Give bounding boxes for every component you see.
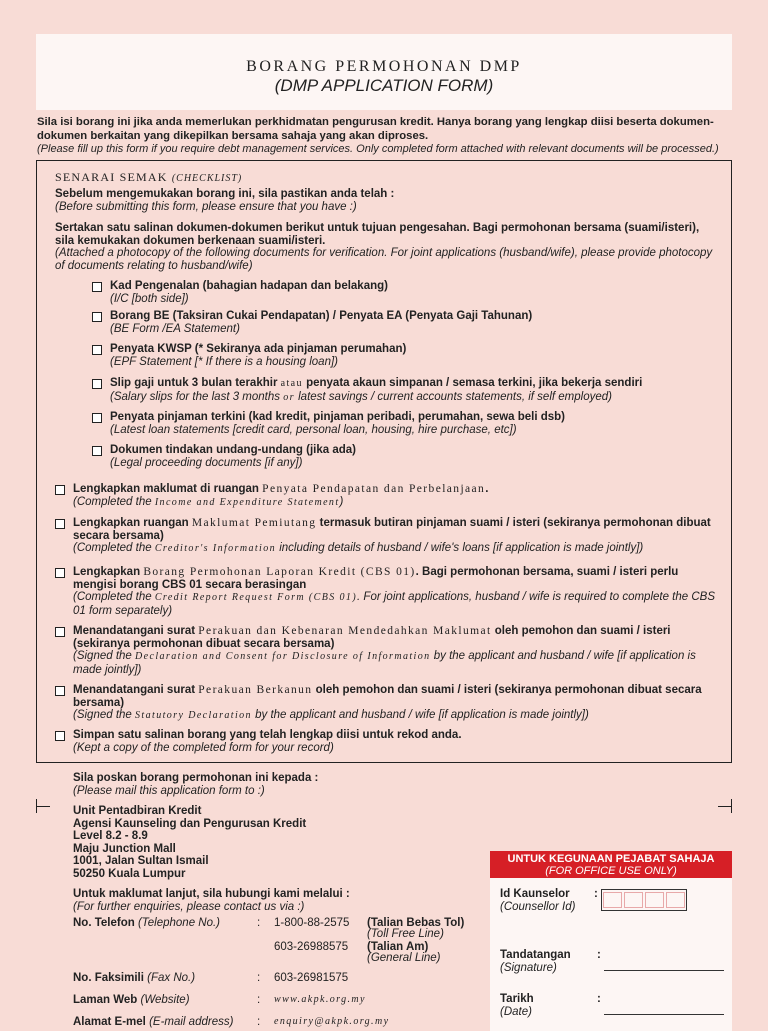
crop-mark-left bbox=[36, 806, 50, 807]
checklist-item-salary-slips: Slip gaji untuk 3 bulan terakhir atau penyata akaun simpanan / semasa terkini, jika bekerja sendiri (Salary slips for the last 3 months or latest savings / current accounts statements, if self employed) bbox=[110, 377, 643, 403]
task-keep-copy: Simpan satu salinan borang yang telah lengkap diisi untuk rekod anda. (Kept a copy of the completed form for your record) bbox=[73, 729, 462, 754]
telephone-tollfree[interactable]: 1-800-88-2575 bbox=[274, 917, 350, 929]
counsellor-id-field[interactable] bbox=[601, 889, 687, 911]
checklist-section bbox=[36, 160, 732, 763]
crop-mark-left-v bbox=[36, 799, 37, 813]
form-title: BORANG PERMOHONAN DMP bbox=[246, 58, 522, 75]
address-line: Agensi Kaunseling dan Pengurusan Kredit bbox=[73, 817, 307, 830]
checkbox-keep-copy[interactable] bbox=[55, 731, 65, 741]
contact-website: Laman Web (Website) : www.akpk.org.my bbox=[73, 994, 366, 1006]
contact-email: Alamat E-mel (E-mail address) : enquiry@akpk.org.my bbox=[73, 1016, 390, 1028]
task-statutory-declaration: Menandatangani surat Perakuan Berkanun oleh pemohon dan suami / isteri (sekiranya permohonan dibuat secara bersama) (Signed the Statutory Declaration by the applicant and husband / wife [if application is made jointly]) bbox=[73, 684, 702, 721]
office-use-header: UNTUK KEGUNAAN PEJABAT SAHAJA (FOR OFFICE USE ONLY) bbox=[490, 851, 732, 878]
checklist-item-loan-statements: Penyata pinjaman terkini (kad kredit, pinjaman peribadi, perumahan, sewa beli dsb) (Latest loan statements [credit card, personal loan, housing, hire purchase, etc]) bbox=[110, 411, 566, 436]
address-line: 50250 Kuala Lumpur bbox=[73, 867, 186, 880]
email-link[interactable]: enquiry@akpk.org.my bbox=[274, 1016, 390, 1027]
checkbox-income-statement[interactable] bbox=[55, 485, 65, 495]
checklist-item-ic: Kad Pengenalan (bahagian hadapan dan belakang) (I/C [both side]) bbox=[110, 280, 388, 305]
form-subtitle: (DMP APPLICATION FORM) bbox=[274, 76, 494, 95]
intro-text-en: (Please fill up this form if you require debt management services. Only completed form attached with relevant documents will be processed.) bbox=[37, 143, 719, 155]
checklist-item-epf: Penyata KWSP (* Sekiranya ada pinjaman perumahan) (EPF Statement [* If there is a housing loan]) bbox=[110, 343, 407, 368]
address-line: Maju Junction Mall bbox=[73, 842, 176, 855]
checkbox-creditor-info[interactable] bbox=[55, 519, 65, 529]
checklist-heading: SENARAI SEMAK (CHECKLIST) bbox=[55, 170, 243, 184]
checklist-item-legal-docs: Dokumen tindakan undang-undang (jika ada) (Legal proceeding documents [if any]) bbox=[110, 444, 356, 469]
checkbox-legal-docs[interactable] bbox=[92, 446, 102, 456]
address-line: Unit Pentadbiran Kredit bbox=[73, 805, 202, 817]
task-cbs01: Lengkapkan Borang Permohonan Laporan Kredit (CBS 01). Bagi permohonan bersama, suami / isteri perlu mengisi borang CBS 01 secara berasingan (Completed the Credit Report Request Form (CBS 01). For joint applications, husband / wife is required to complete the CBS 01 form separately) bbox=[73, 566, 716, 617]
crop-mark-right-v bbox=[731, 799, 732, 813]
fax-number: 603-26981575 bbox=[274, 972, 349, 984]
checkbox-consent-letter[interactable] bbox=[55, 627, 65, 637]
contact-telephone-general: 603-26988575 (Talian Am) (General Line) bbox=[274, 941, 441, 964]
checklist-item-be-form: Borang BE (Taksiran Cukai Pendapatan) / Penyata EA (Penyata Gaji Tahunan) (BE Form /EA Statement) bbox=[110, 310, 533, 335]
signature-field[interactable] bbox=[604, 970, 724, 971]
counsellor-id-label: Id Kaunselor (Counsellor Id) bbox=[500, 888, 576, 913]
form-title-box bbox=[36, 34, 732, 110]
attach-instructions: Sertakan satu salinan dokumen-dokumen berikut untuk tujuan pengesahan. Bagi permohonan bersama (suami/isteri), sila kemukakan dokumen berkenaan suami/isteri. (Attached a photocopy of the following documents for verification. For joint applications (husband/wife), please provide photocopy of documents relating to husband/wife) bbox=[55, 222, 713, 272]
task-creditor-info: Lengkapkan ruangan Maklumat Pemiutang termasuk butiran pinjaman suami / isteri (sekiranya permohonan dibuat secara bersama) (Completed the Creditor's Information including details of husband / wife's loans [if application is made jointly]) bbox=[73, 517, 711, 554]
date-label: Tarikh (Date) bbox=[500, 993, 534, 1018]
date-field[interactable] bbox=[604, 1014, 724, 1015]
contact-fax: No. Faksimili (Fax No.) : 603-26981575 bbox=[73, 972, 349, 984]
checkbox-ic[interactable] bbox=[92, 282, 102, 292]
task-income-statement: Lengkapkan maklumat di ruangan Penyata Pendapatan dan Perbelanjaan. (Completed the Income and Expenditure Statement) bbox=[73, 483, 489, 508]
checkbox-epf[interactable] bbox=[92, 345, 102, 355]
checkbox-be-form[interactable] bbox=[92, 312, 102, 322]
signature-label: Tandatangan (Signature) bbox=[500, 949, 571, 974]
website-link[interactable]: www.akpk.org.my bbox=[274, 994, 366, 1005]
address-line: 1001, Jalan Sultan Ismail bbox=[73, 855, 209, 867]
checkbox-cbs01[interactable] bbox=[55, 568, 65, 578]
address-line: Level 8.2 - 8.9 bbox=[73, 830, 148, 842]
before-submit: Sebelum mengemukakan borang ini, sila pastikan anda telah : (Before submitting this form, please ensure that you have :) bbox=[55, 188, 395, 213]
telephone-general[interactable]: 603-26988575 bbox=[274, 941, 349, 953]
checkbox-statutory-declaration[interactable] bbox=[55, 686, 65, 696]
contact-telephone: No. Telefon (Telephone No.) : 1-800-88-2575 (Talian Bebas Tol) (Toll Free Line) bbox=[73, 917, 465, 940]
task-consent-letter: Menandatangani surat Perakuan dan Kebenaran Mendedahkan Maklumat oleh pemohon dan suami / isteri (sekiranya permohonan dibuat secara bersama) (Signed the Declaration and Consent for Disclosure of Information by the applicant and husband / wife [if application is made jointly]) bbox=[73, 625, 696, 676]
mailing-section: Sila poskan borang permohonan ini kepada : (Please mail this application form to :) Unit Pentadbiran Kredit Agensi Kaunseling dan Pengurusan Kredit Level 8.2 - 8.9 Maju Junction Mall 1001, Jalan Sultan Ismail 50250 Kuala Lumpur Untuk maklumat lanjut, sila hubungi kami melalui : (For further enquiries, please contact us via :) bbox=[73, 772, 493, 913]
intro-text: Sila isi borang ini jika anda memerlukan perkhidmatan pengurusan kredit. Hanya borang yang lengkap diisi beserta dokumen-dokumen berkaitan yang dikepilkan bersama sahaja yang akan diproses. bbox=[37, 116, 714, 142]
checkbox-salary-slips[interactable] bbox=[92, 379, 102, 389]
crop-mark-right bbox=[718, 806, 732, 807]
checkbox-loan-statements[interactable] bbox=[92, 413, 102, 423]
